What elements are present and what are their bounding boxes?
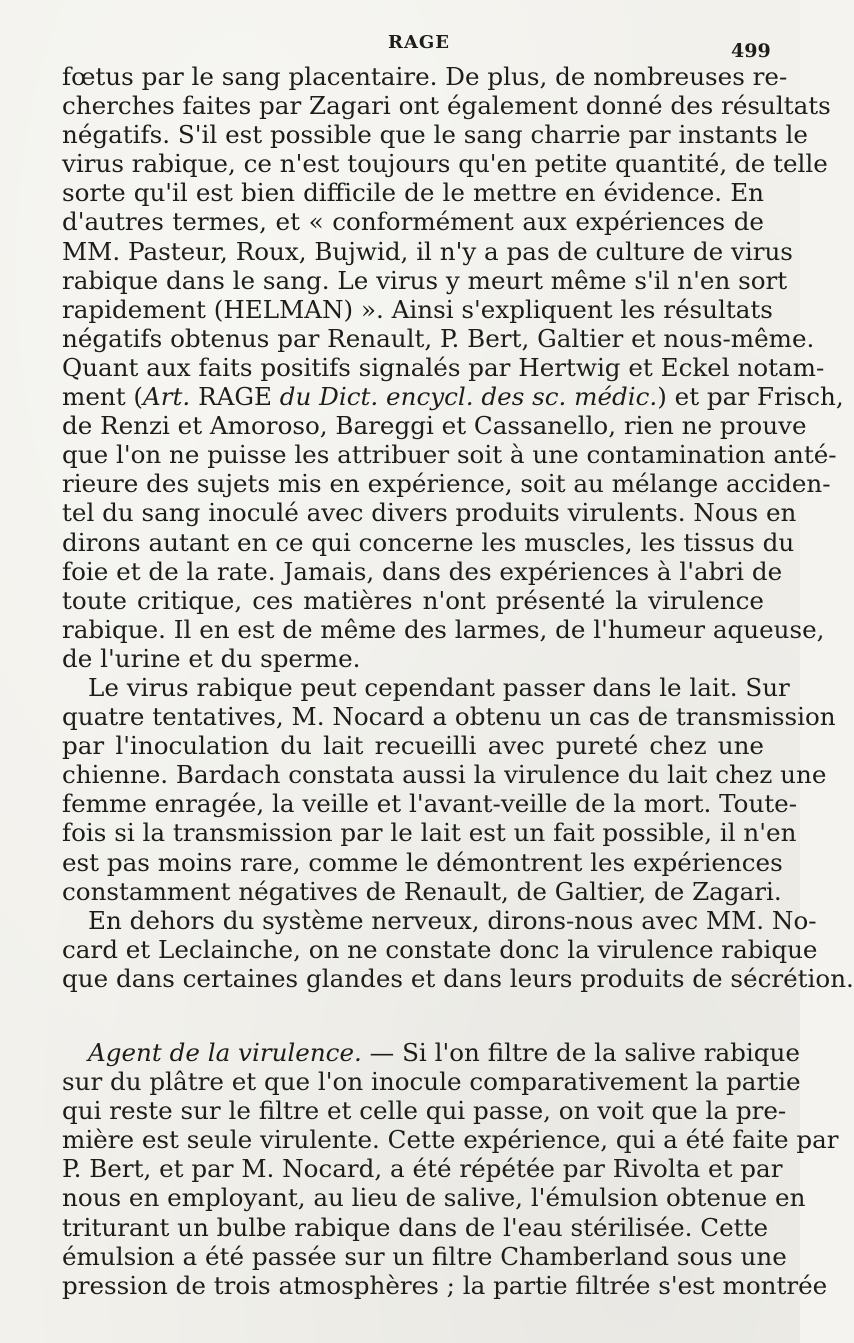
text-line: tel du sang inoculé avec divers produits virulents. Nous en: [62, 498, 797, 528]
text-line: nous en employant, au lieu de salive, l'émulsion obtenue en: [62, 1183, 806, 1213]
text-line: qui reste sur le filtre et celle qui passe, on voit que la pre-: [62, 1096, 787, 1126]
paragraph-nervous-system: [62, 905, 854, 993]
text-line: rabique dans le sang. Le virus y meurt même s'il n'en sort: [62, 265, 788, 295]
author-smallcaps: HELMAN: [223, 294, 344, 324]
text-line: Le virus rabique peut cependant passer dans le lait. Sur: [88, 672, 790, 702]
text-line: rabique. Il en est de même des larmes, de l'humeur aqueuse,: [62, 614, 825, 644]
text-line: que dans certaines glandes et dans leurs produits de sécrétion.: [62, 963, 854, 993]
text-line: ment (Art. RAGE du Dict. encycl. des sc. médic.) et par Frisch,: [62, 382, 844, 412]
text-line: que l'on ne puisse les attribuer soit à une contamination anté-: [62, 440, 837, 470]
paragraph-blood-virulence: [62, 62, 844, 673]
text-line: card et Leclainche, on ne constate donc la virulence rabique: [62, 934, 818, 964]
text-line: cherches faites par Zagari ont également donné des résultats: [62, 91, 831, 121]
text-line: rapidement (HELMAN) ». Ainsi s'expliquent les résultats: [62, 294, 773, 324]
paragraph-agent-virulence: [62, 1038, 839, 1300]
text-line: mière est seule virulente. Cette expérience, qui a été faite par: [62, 1125, 839, 1155]
text-line: par l'inoculation du lait recueilli avec pureté chez une: [62, 731, 764, 761]
text-line: sur du plâtre et que l'on inocule comparativement la partie: [62, 1067, 801, 1097]
text-line: de Renzi et Amoroso, Bareggi et Cassanello, rien ne prouve: [62, 411, 807, 441]
body-text: [62, 62, 854, 1300]
text-line: constamment négatives de Renault, de Galtier, de Zagari.: [62, 876, 782, 906]
text-line: Quant aux faits positifs signalés par Hertwig et Eckel notam-: [62, 352, 825, 382]
text-line: d'autres termes, et « conformément aux expériences de: [62, 207, 764, 237]
text-line: virus rabique, ce n'est toujours qu'en petite quantité, de telle: [62, 149, 828, 179]
text-line: toute critique, ces matières n'ont présenté la virulence: [62, 585, 764, 615]
running-title: RAGE: [388, 32, 451, 53]
text-line: pression de trois atmosphères ; la partie filtrée s'est montrée: [62, 1270, 828, 1300]
text-line: de l'urine et du sperme.: [62, 643, 361, 673]
page-number: 499: [731, 40, 771, 62]
text-line: émulsion a été passée sur un filtre Chamberland sous une: [62, 1241, 787, 1271]
text-line: En dehors du système nerveux, dirons-nous avec MM. No-: [88, 905, 817, 935]
text-line: foie et de la rate. Jamais, dans des expériences à l'abri de: [62, 556, 783, 586]
text-line: fœtus par le sang placentaire. De plus, de nombreuses re-: [62, 62, 788, 91]
text-line: est pas moins rare, comme le démontrent les expériences: [62, 847, 783, 877]
text-line: quatre tentatives, M. Nocard a obtenu un cas de transmission: [62, 702, 836, 732]
text-line: P. Bert, et par M. Nocard, a été répétée par Rivolta et par: [62, 1154, 783, 1184]
citation-smallcaps: RAGE: [198, 382, 272, 412]
text-line: négatifs obtenus par Renault, P. Bert, Galtier et nous-même.: [62, 323, 815, 353]
text-line: femme enragée, la veille et l'avant-veille de la mort. Toute-: [62, 789, 798, 819]
paragraph-milk-transmission: [62, 672, 836, 906]
text-line: Agent de la virulence. — Si l'on filtre de la salive rabique: [88, 1038, 800, 1067]
text-line: sorte qu'il est bien difficile de le mettre en évidence. En: [62, 178, 764, 208]
section-spacer: [62, 993, 764, 1038]
section-heading: Agent de la virulence.: [88, 1038, 362, 1067]
citation-italic: du Dict. encycl. des sc. médic.: [279, 382, 658, 412]
text-line: négatifs. S'il est possible que le sang charrie par instants le: [62, 120, 808, 150]
text-line: MM. Pasteur, Roux, Bujwid, il n'y a pas de culture de virus: [62, 236, 793, 266]
text-line: triturant un bulbe rabique dans de l'eau stérilisée. Cette: [62, 1212, 769, 1242]
running-head: [0, 30, 800, 60]
citation-italic: Art.: [143, 382, 191, 412]
text-line: fois si la transmission par le lait est un fait possible, il n'en: [62, 818, 797, 848]
text-line: chienne. Bardach constata aussi la virulence du lait chez une: [62, 760, 827, 790]
text-line: rieure des sujets mis en expérience, soit au mélange acciden-: [62, 469, 831, 499]
text-line: dirons autant en ce qui concerne les muscles, les tissus du: [62, 527, 795, 557]
